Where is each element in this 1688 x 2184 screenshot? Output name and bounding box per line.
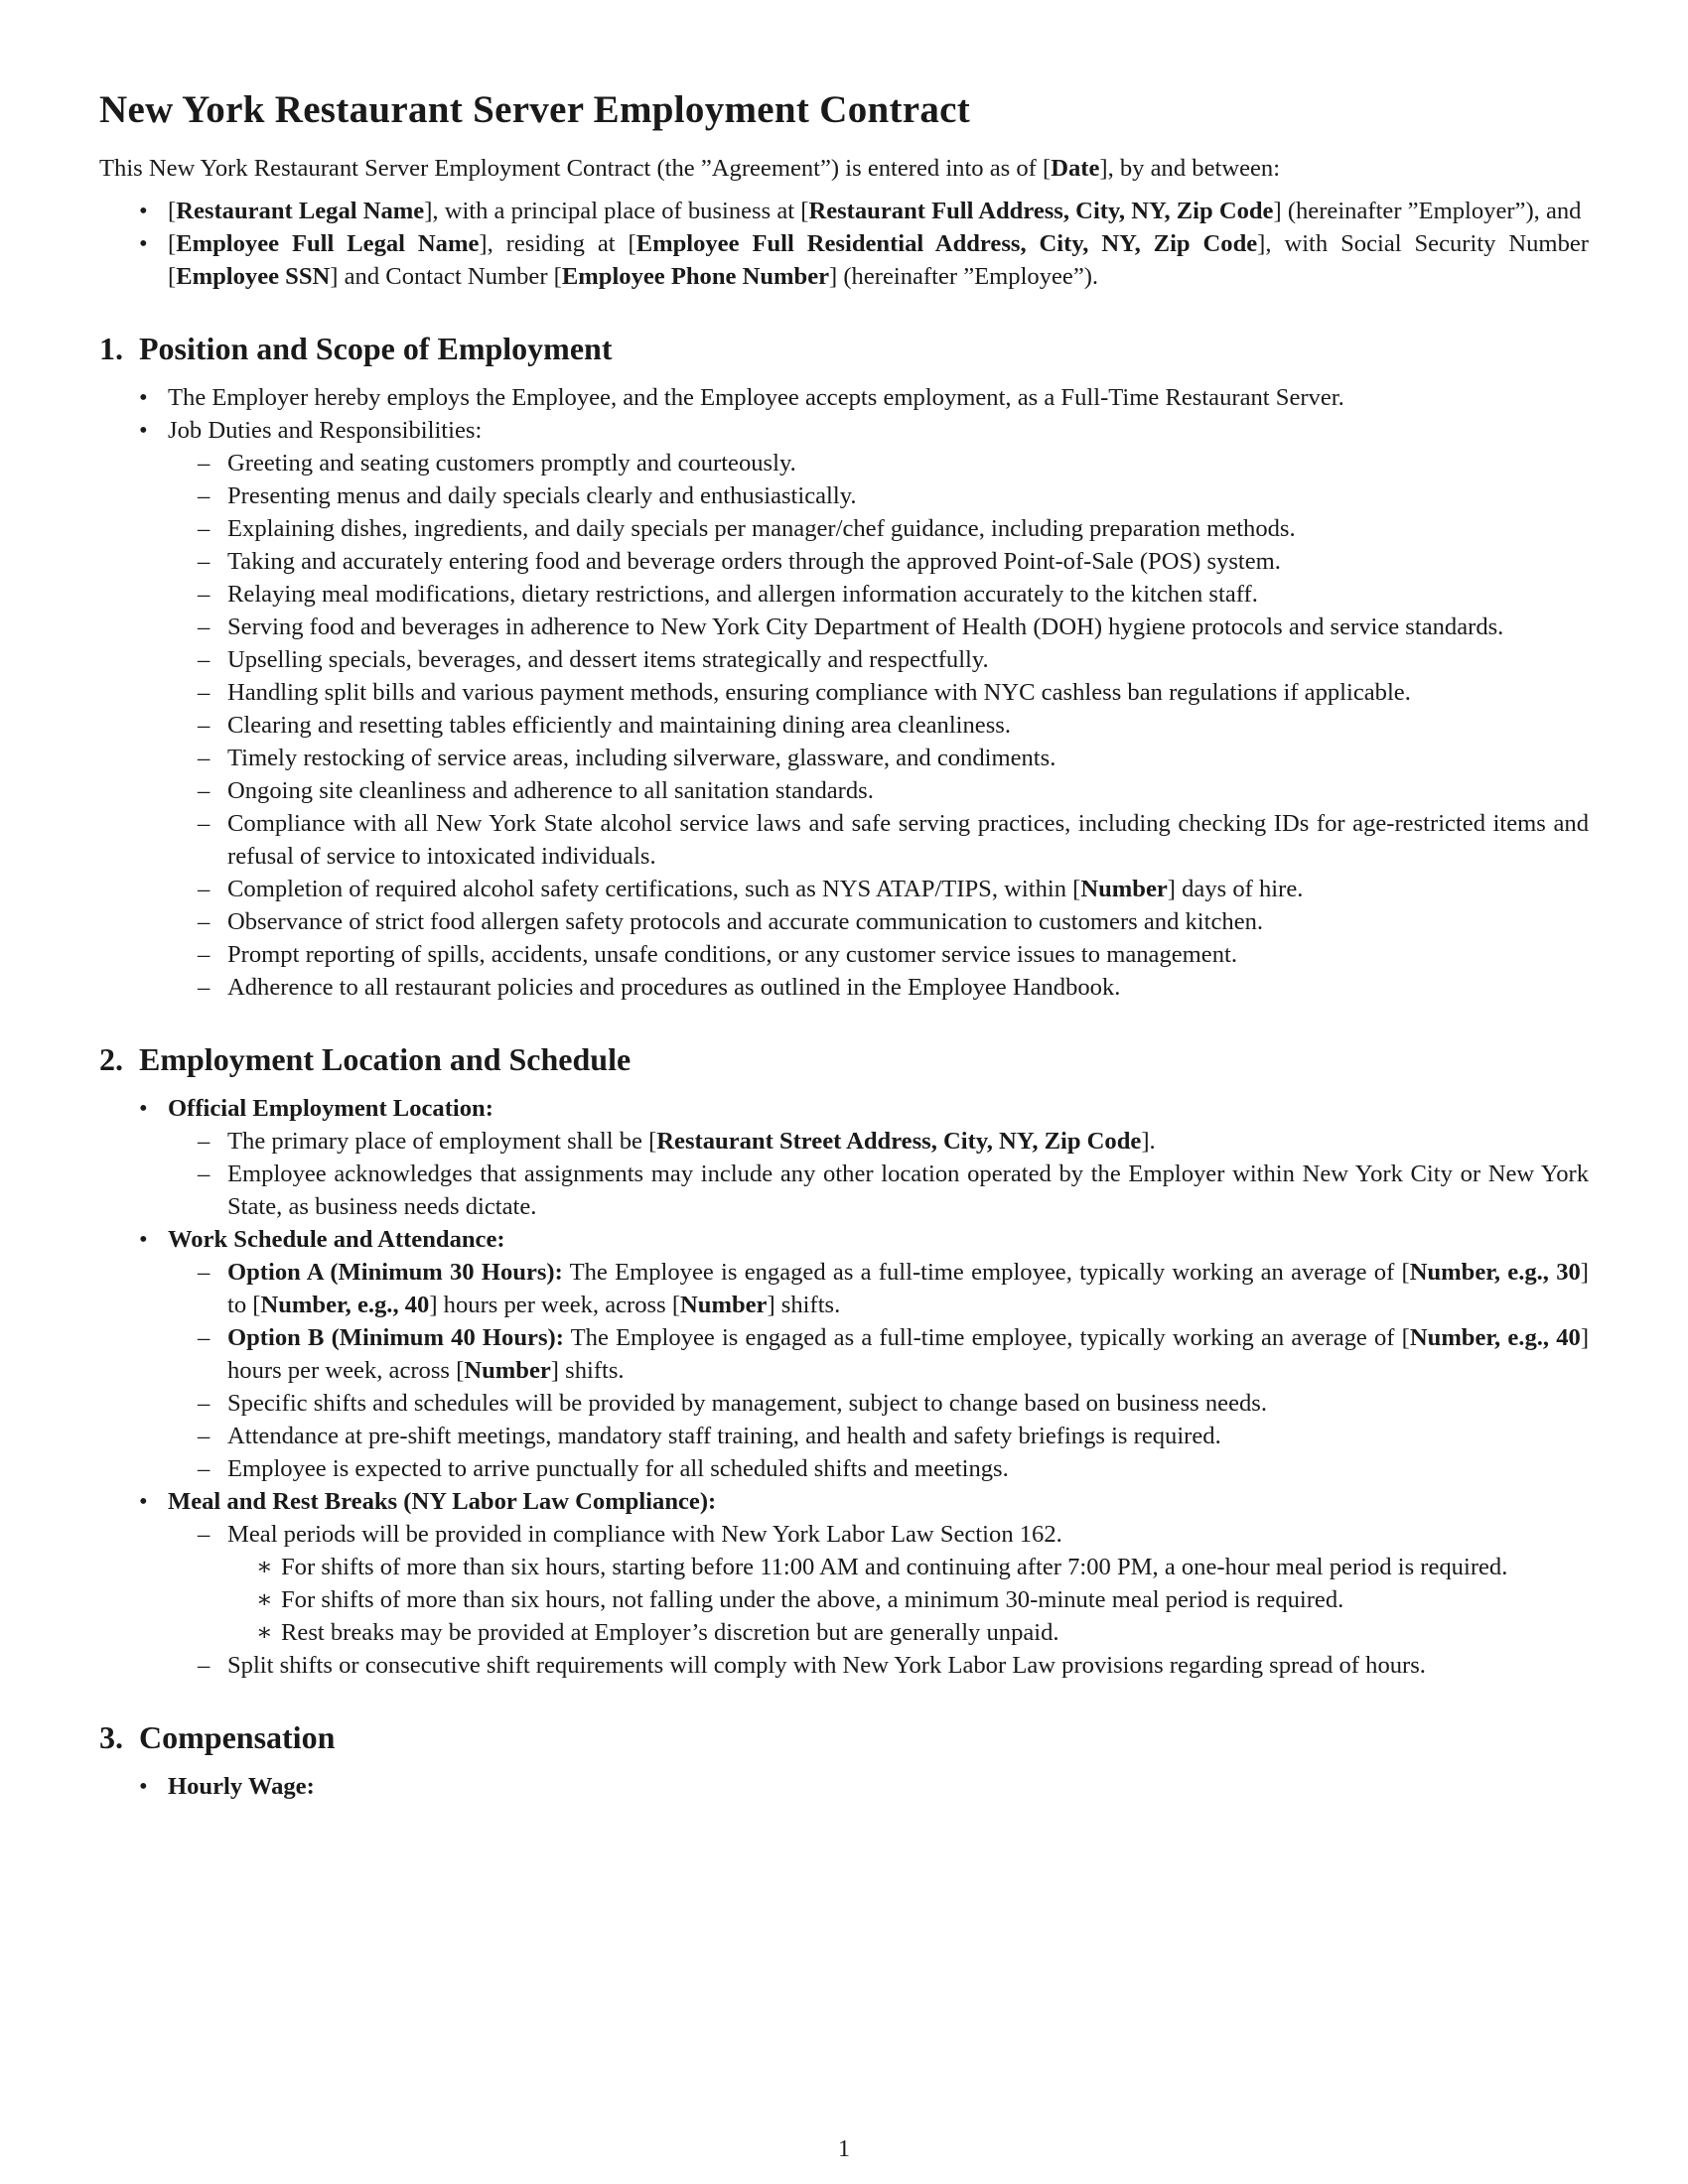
option-b-label: Option B (Minimum 40 Hours): bbox=[227, 1324, 564, 1351]
employer-address-placeholder: Restaurant Full Address, City, NY, Zip Code bbox=[808, 198, 1274, 224]
number-placeholder: Number, e.g., 40 bbox=[1409, 1324, 1581, 1351]
text: Completion of required alcohol safety certifications, such as NYS ATAP/TIPS, within [ bbox=[227, 876, 1081, 902]
text: ] to [ bbox=[227, 1259, 1589, 1318]
list-item: • The Employer hereby employs the Employee, and the Employee accepts employment, as a Full-Time Restaurant Server. bbox=[99, 381, 1589, 414]
job-duties-label: Job Duties and Responsibilities: bbox=[168, 417, 483, 444]
address-placeholder: Restaurant Street Address, City, NY, Zip Code bbox=[656, 1128, 1142, 1155]
option-a-label: Option A (Minimum 30 Hours): bbox=[227, 1259, 563, 1286]
list-item bbox=[168, 1125, 1589, 1158]
number-placeholder: Number bbox=[464, 1357, 551, 1384]
schedule-item bbox=[99, 1223, 1589, 1485]
text: ] (hereinafter ”Employee”). bbox=[829, 263, 1099, 290]
hourly-wage-label: Hourly Wage: bbox=[168, 1773, 315, 1800]
intro-text-end: ], by and between: bbox=[1099, 155, 1281, 182]
list-item: – Timely restocking of service areas, including silverware, glassware, and condiments. bbox=[168, 742, 1589, 774]
list-item: – Greeting and seating customers promptly and courteously. bbox=[168, 447, 1589, 479]
section-number: 2. bbox=[99, 1041, 123, 1077]
party-employee bbox=[99, 227, 1589, 293]
list-item: – Ongoing site cleanliness and adherence to all sanitation standards. bbox=[168, 774, 1589, 807]
list-item: – Attendance at pre-shift meetings, mandatory staff training, and health and safety briefings is required. bbox=[168, 1420, 1589, 1452]
section-3-heading bbox=[99, 1719, 1589, 1756]
number-placeholder: Number, e.g., 30 bbox=[1409, 1259, 1581, 1286]
party-employer bbox=[99, 195, 1589, 227]
section-2-heading bbox=[99, 1041, 1589, 1078]
section-3-list bbox=[99, 1770, 1589, 1803]
section-number: 1. bbox=[99, 331, 123, 366]
section-title: Position and Scope of Employment bbox=[139, 331, 613, 366]
text: [ bbox=[168, 198, 177, 224]
list-item: – Employee acknowledges that assignments may include any other location operated by the Employer within New York City or New York State, as business needs dictate. bbox=[168, 1158, 1589, 1223]
page-number: 1 bbox=[838, 2136, 850, 2162]
list-item: – Clearing and resetting tables efficiently and maintaining dining area cleanliness. bbox=[168, 709, 1589, 742]
document-page bbox=[99, 87, 1589, 1803]
document-title: New York Restaurant Server Employment Contract bbox=[99, 88, 971, 131]
job-duties-list bbox=[99, 447, 1589, 1004]
section-1-list bbox=[99, 381, 1589, 1004]
section-2-list bbox=[99, 1092, 1589, 1682]
location-item bbox=[99, 1092, 1589, 1223]
list-item: – Prompt reporting of spills, accidents, unsafe conditions, or any customer service issues to management. bbox=[168, 938, 1589, 971]
text: The primary place of employment shall be [ bbox=[227, 1128, 657, 1155]
text: ] hours per week, across [ bbox=[227, 1324, 1590, 1384]
location-label: Official Employment Location: bbox=[168, 1095, 493, 1122]
list-item: – Serving food and beverages in adherence to New York City Department of Health (DOH) hygiene protocols and service standards. bbox=[168, 611, 1589, 643]
list-item: ∗ Rest breaks may be provided at Employer’s discretion but are generally unpaid. bbox=[227, 1616, 1589, 1649]
employee-phone-placeholder: Employee Phone Number bbox=[561, 263, 830, 290]
list-item: – Split shifts or consecutive shift requirements will comply with New York Labor Law provisions regarding spread of hours. bbox=[168, 1649, 1589, 1682]
employee-ssn-placeholder: Employee SSN bbox=[176, 263, 331, 290]
job-duties-item bbox=[99, 414, 1589, 1004]
text: ], with a principal place of business at [ bbox=[424, 198, 809, 224]
employee-address-placeholder: Employee Full Residential Address, City, NY, Zip Code bbox=[635, 230, 1258, 257]
list-item bbox=[168, 873, 1589, 905]
text: The Employee is engaged as a full-time employee, typically working an average of [ bbox=[563, 1324, 1410, 1351]
text: [ bbox=[168, 230, 177, 257]
intro-paragraph bbox=[99, 152, 1589, 185]
location-list bbox=[99, 1125, 1589, 1223]
number-placeholder: Number bbox=[680, 1292, 768, 1318]
list-item: – Presenting menus and daily specials clearly and enthusiastically. bbox=[168, 479, 1589, 512]
breaks-label: Meal and Rest Breaks (NY Labor Law Compliance): bbox=[168, 1488, 717, 1515]
list-item: – Observance of strict food allergen safety protocols and accurate communication to customers and kitchen. bbox=[168, 905, 1589, 938]
section-title: Compensation bbox=[139, 1719, 336, 1755]
list-item: – Adherence to all restaurant policies and procedures as outlined in the Employee Handbook. bbox=[168, 971, 1589, 1004]
section-number: 3. bbox=[99, 1719, 123, 1755]
text: ]. bbox=[1141, 1128, 1156, 1155]
list-item: – Specific shifts and schedules will be provided by management, subject to change based on business needs. bbox=[168, 1387, 1589, 1420]
text: ], with Social Security Number [ bbox=[168, 230, 1589, 290]
meal-periods-text: Meal periods will be provided in compliance with New York Labor Law Section 162. bbox=[227, 1521, 1062, 1548]
list-item: – Upselling specials, beverages, and dessert items strategically and respectfully. bbox=[168, 643, 1589, 676]
list-item: ∗ For shifts of more than six hours, starting before 11:00 AM and continuing after 7:00 PM, a one-hour meal period is required. bbox=[227, 1551, 1589, 1583]
schedule-label: Work Schedule and Attendance: bbox=[168, 1226, 505, 1253]
text: ], residing at [ bbox=[479, 230, 636, 257]
text: ] hours per week, across [ bbox=[429, 1292, 681, 1318]
meal-rules-list bbox=[168, 1551, 1589, 1649]
list-item: – Taking and accurately entering food and beverage orders through the approved Point-of-Sale (POS) system. bbox=[168, 545, 1589, 578]
intro-text: This New York Restaurant Server Employment Contract (the ”Agreement”) is entered into as of [ bbox=[99, 155, 1052, 182]
list-item: – Employee is expected to arrive punctually for all scheduled shifts and meetings. bbox=[168, 1452, 1589, 1485]
option-a bbox=[168, 1256, 1589, 1321]
number-placeholder: Number, e.g., 40 bbox=[260, 1292, 430, 1318]
schedule-list bbox=[99, 1256, 1589, 1485]
list-item: ∗ For shifts of more than six hours, not falling under the above, a minimum 30-minute meal period is required. bbox=[227, 1583, 1589, 1616]
number-placeholder: Number bbox=[1080, 876, 1168, 902]
list-item: – Handling split bills and various payment methods, ensuring compliance with NYC cashless ban regulations if applicable. bbox=[168, 676, 1589, 709]
employer-name-placeholder: Restaurant Legal Name bbox=[176, 198, 425, 224]
option-b bbox=[168, 1321, 1589, 1387]
list-item: – Compliance with all New York State alcohol service laws and safe serving practices, including checking IDs for age-restricted items and refusal of service to intoxicated individuals. bbox=[168, 807, 1589, 873]
list-item: – Explaining dishes, ingredients, and daily specials per manager/chef guidance, including preparation methods. bbox=[168, 512, 1589, 545]
text: ] (hereinafter ”Employer”), and bbox=[1273, 198, 1582, 224]
text: ] days of hire. bbox=[1167, 876, 1304, 902]
text: ] shifts. bbox=[767, 1292, 841, 1318]
breaks-list bbox=[99, 1518, 1589, 1682]
text: ] and Contact Number [ bbox=[330, 263, 562, 290]
section-title: Employment Location and Schedule bbox=[139, 1041, 632, 1077]
text: ] shifts. bbox=[550, 1357, 625, 1384]
breaks-item bbox=[99, 1485, 1589, 1682]
employee-name-placeholder: Employee Full Legal Name bbox=[176, 230, 480, 257]
parties-list bbox=[99, 195, 1589, 293]
text: The Employee is engaged as a full-time employee, typically working an average of [ bbox=[562, 1259, 1410, 1286]
date-placeholder: Date bbox=[1051, 155, 1100, 182]
meal-periods-item bbox=[168, 1518, 1589, 1649]
list-item: – Relaying meal modifications, dietary restrictions, and allergen information accurately to the kitchen staff. bbox=[168, 578, 1589, 611]
section-1-heading bbox=[99, 331, 1589, 367]
hourly-wage-item bbox=[99, 1770, 1589, 1803]
